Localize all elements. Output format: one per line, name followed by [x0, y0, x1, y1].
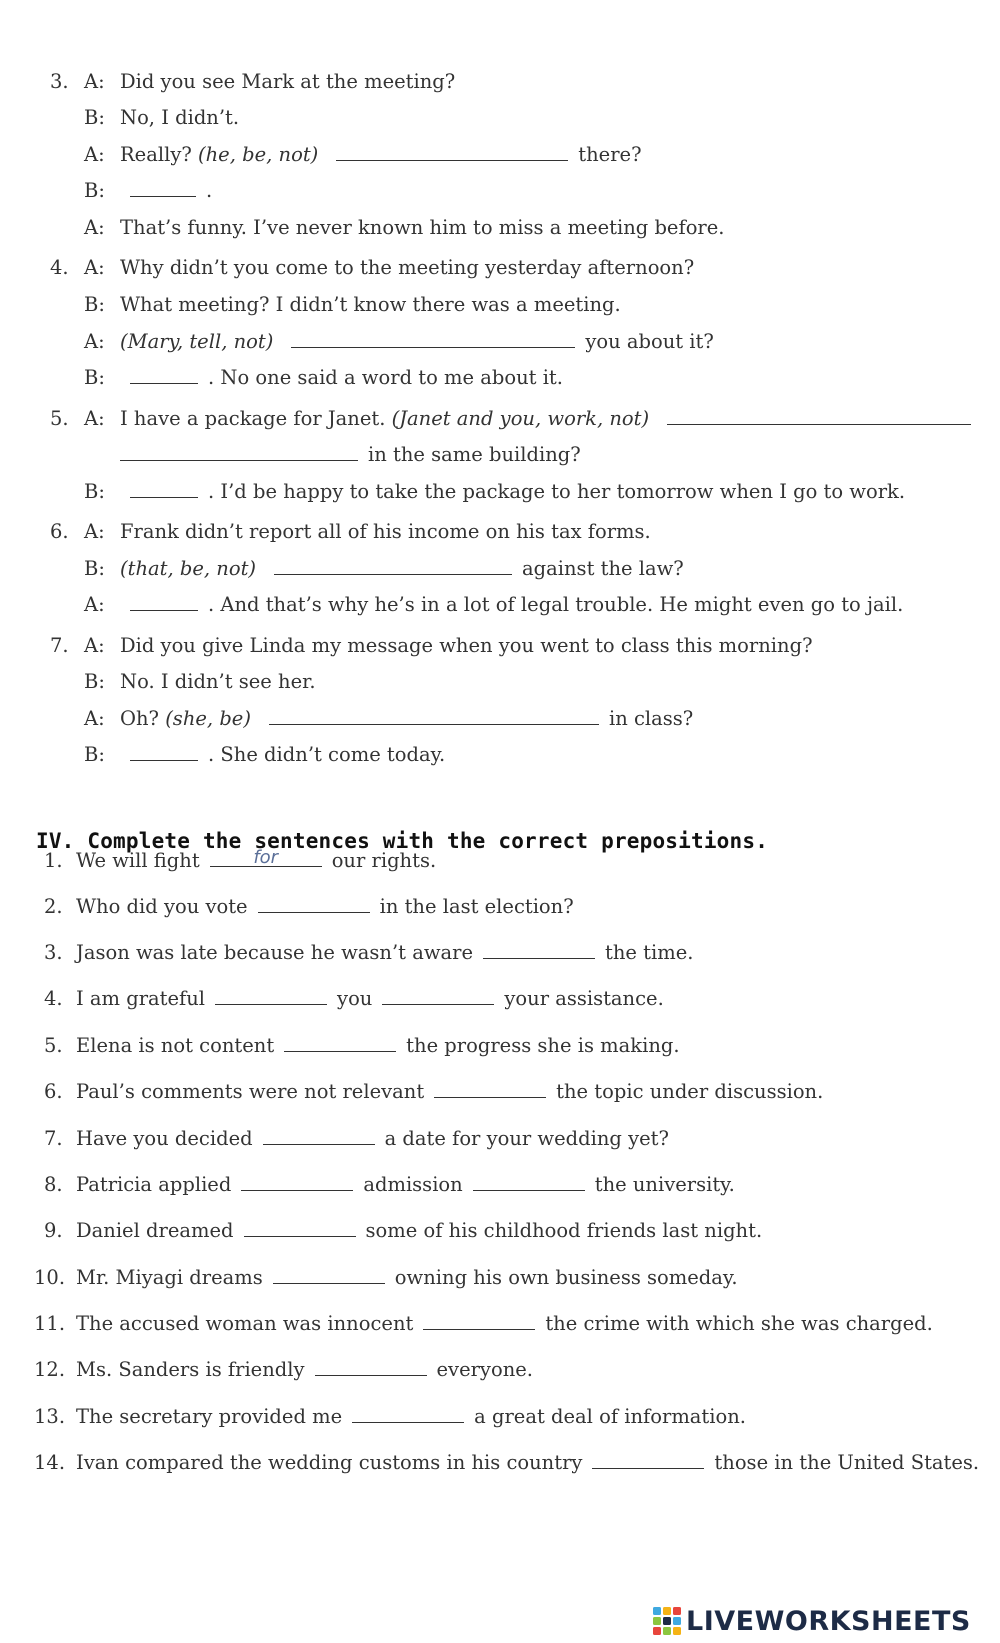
line-text: there? [578, 143, 642, 166]
dialogue-line: That’s funny. I’ve never known him to miss a meeting before. [120, 216, 725, 239]
sentence-text: I am grateful [76, 987, 206, 1010]
item-number: 3. [44, 941, 63, 964]
line-text: you about it? [585, 330, 714, 353]
dialogue-line [120, 330, 714, 353]
sentence [76, 1266, 738, 1289]
line-text: . No one said a word to me about it. [208, 366, 563, 389]
answer-blank[interactable] [382, 990, 494, 1005]
filled-answer: for [253, 847, 279, 868]
sentence-text: Who did you vote [76, 895, 248, 918]
dialogue-line: Did you see Mark at the meeting? [120, 70, 456, 93]
dialogue-line [120, 143, 642, 166]
item-number: 6. [44, 1080, 63, 1103]
item-number: 12. [34, 1358, 66, 1381]
sentence-text: some of his childhood friends last night. [365, 1219, 763, 1242]
answer-blank[interactable] [291, 333, 575, 348]
verb-cue: (Mary, tell, not) [120, 330, 274, 353]
item-number: 10. [34, 1266, 66, 1289]
sentence-text: Daniel dreamed [76, 1219, 234, 1242]
sentence-text: the university. [594, 1173, 735, 1196]
sentence-text: admission [363, 1173, 463, 1196]
sentence-text: Mr. Miyagi dreams [76, 1266, 263, 1289]
item-number: 14. [34, 1451, 66, 1474]
answer-blank-filled[interactable] [210, 847, 322, 868]
verb-cue: (she, be) [165, 707, 251, 730]
speaker-label: A: [84, 707, 105, 730]
line-text: . She didn’t come today. [208, 743, 446, 766]
line-text: in class? [608, 707, 694, 730]
dialogue-line [120, 480, 905, 503]
sentence [76, 1358, 533, 1381]
dialogue-line: Why didn’t you come to the meeting yesterday afternoon? [120, 256, 695, 279]
short-answer-blank[interactable] [130, 369, 198, 384]
answer-blank[interactable] [244, 1222, 356, 1237]
sentence [76, 1173, 735, 1196]
dialogue-line [120, 179, 212, 202]
dialogue-line: Frank didn’t report all of his income on his tax forms. [120, 520, 651, 543]
speaker-label: B: [84, 557, 105, 580]
item-number: 6. [50, 520, 69, 543]
answer-blank[interactable] [352, 1408, 464, 1423]
sentence-text: owning his own business someday. [394, 1266, 738, 1289]
answer-blank-continued[interactable] [120, 446, 358, 461]
speaker-label: B: [84, 366, 105, 389]
speaker-label: A: [84, 143, 105, 166]
speaker-label: A: [84, 256, 105, 279]
dialogue-line [120, 593, 903, 616]
dialogue-line [120, 366, 563, 389]
answer-blank[interactable] [434, 1083, 546, 1098]
answer-blank[interactable] [592, 1454, 704, 1469]
short-answer-blank[interactable] [130, 483, 198, 498]
sentence [76, 1219, 762, 1242]
answer-blank[interactable] [423, 1315, 535, 1330]
line-text: . And that’s why he’s in a lot of legal trouble. He might even go to jail. [208, 593, 904, 616]
line-text: . I’d be happy to take the package to her tomorrow when I go to work. [208, 480, 906, 503]
speaker-label: A: [84, 520, 105, 543]
sentence [76, 1451, 979, 1474]
sentence-text: We will fight [76, 849, 200, 872]
answer-blank[interactable] [258, 898, 370, 913]
dialogue-line: No. I didn’t see her. [120, 670, 316, 693]
verb-cue: (he, be, not) [198, 143, 319, 166]
speaker-label: A: [84, 216, 105, 239]
sentence [76, 941, 693, 964]
sentence-text: Patricia applied [76, 1173, 232, 1196]
dialogue-line [120, 557, 684, 580]
item-number: 5. [50, 407, 69, 430]
dialogue-line [120, 407, 971, 430]
dialogue-line [120, 443, 581, 466]
answer-blank[interactable] [473, 1176, 585, 1191]
item-number: 4. [44, 987, 63, 1010]
sentence-text: in the last election? [379, 895, 574, 918]
sentence-text: Ms. Sanders is friendly [76, 1358, 305, 1381]
sentence-text: the progress she is making. [406, 1034, 680, 1057]
speaker-label: A: [84, 407, 105, 430]
item-number: 3. [50, 70, 69, 93]
sentence-text: the time. [605, 941, 694, 964]
dialogue-line: No, I didn’t. [120, 106, 240, 129]
short-answer-blank[interactable] [130, 746, 198, 761]
liveworksheets-logo [652, 1604, 971, 1638]
item-number: 8. [44, 1173, 63, 1196]
dialogue-line: What meeting? I didn’t know there was a meeting. [120, 293, 621, 316]
logo-text: LIVEWORKSHEETS [686, 1605, 971, 1637]
verb-cue: (that, be, not) [120, 557, 257, 580]
item-number: 5. [44, 1034, 63, 1057]
sentence-text: Jason was late because he wasn’t aware [76, 941, 473, 964]
answer-blank[interactable] [284, 1037, 396, 1052]
answer-blank[interactable] [667, 410, 971, 425]
sentence-text: The accused woman was innocent [76, 1312, 414, 1335]
sentence-text: a date for your wedding yet? [384, 1127, 669, 1150]
sentence [76, 1405, 746, 1428]
item-number: 7. [44, 1127, 63, 1150]
sentence [76, 1034, 680, 1057]
liveworksheets-logo-icon [652, 1606, 682, 1636]
answer-blank[interactable] [274, 560, 512, 575]
item-number: 9. [44, 1219, 63, 1242]
speaker-label: A: [84, 634, 105, 657]
sentence-text: Have you decided [76, 1127, 253, 1150]
answer-blank[interactable] [483, 944, 595, 959]
sentence-text: you [337, 987, 373, 1010]
line-text: Oh? [120, 707, 159, 730]
item-number: 2. [44, 895, 63, 918]
sentence-text: the crime with which she was charged. [545, 1312, 933, 1335]
sentence-text: the topic under discussion. [556, 1080, 824, 1103]
speaker-label: B: [84, 480, 105, 503]
answer-blank[interactable] [336, 146, 568, 161]
speaker-label: A: [84, 593, 105, 616]
dialogue-line: Did you give Linda my message when you went to class this morning? [120, 634, 813, 657]
answer-blank[interactable] [215, 990, 327, 1005]
dialogue-line [120, 743, 445, 766]
answer-blank[interactable] [241, 1176, 353, 1191]
answer-blank[interactable] [273, 1269, 385, 1284]
answer-blank[interactable] [263, 1130, 375, 1145]
speaker-label: B: [84, 670, 105, 693]
item-number: 13. [34, 1405, 66, 1428]
speaker-label: A: [84, 70, 105, 93]
speaker-label: B: [84, 743, 105, 766]
sentence-text: everyone. [436, 1358, 533, 1381]
answer-blank[interactable] [315, 1361, 427, 1376]
sentence [76, 1127, 669, 1150]
short-answer-blank[interactable] [130, 182, 196, 197]
answer-blank[interactable] [269, 710, 599, 725]
dialogue-line [120, 707, 693, 730]
sentence-text: our rights. [331, 849, 437, 872]
sentence-text: Paul’s comments were not relevant [76, 1080, 425, 1103]
speaker-label: B: [84, 293, 105, 316]
item-number: 7. [50, 634, 69, 657]
sentence-text: your assistance. [504, 987, 664, 1010]
sentence [76, 1080, 823, 1103]
sentence [76, 1312, 933, 1335]
item-number: 4. [50, 256, 69, 279]
sentence-text: Ivan compared the wedding customs in his country [76, 1451, 583, 1474]
speaker-label: B: [84, 106, 105, 129]
speaker-label: A: [84, 330, 105, 353]
sentence-text: a great deal of information. [474, 1405, 747, 1428]
line-text: in the same building? [368, 443, 581, 466]
speaker-label: B: [84, 179, 105, 202]
item-number: 1. [44, 849, 63, 872]
item-number: 11. [34, 1312, 66, 1335]
sentence-text: Elena is not content [76, 1034, 275, 1057]
sentence [76, 895, 574, 918]
line-text: . [206, 179, 213, 202]
verb-cue: (Janet and you, work, not) [391, 407, 650, 430]
sentence-text: The secretary provided me [76, 1405, 343, 1428]
sentence [76, 849, 436, 872]
section-heading: IV. Complete the sentences with the correct prepositions. [36, 829, 769, 853]
line-text: I have a package for Janet. [120, 407, 386, 430]
line-text: against the law? [522, 557, 684, 580]
sentence-text: those in the United States. [714, 1451, 980, 1474]
line-text: Really? [120, 143, 192, 166]
sentence [76, 987, 664, 1010]
short-answer-blank[interactable] [130, 596, 198, 611]
